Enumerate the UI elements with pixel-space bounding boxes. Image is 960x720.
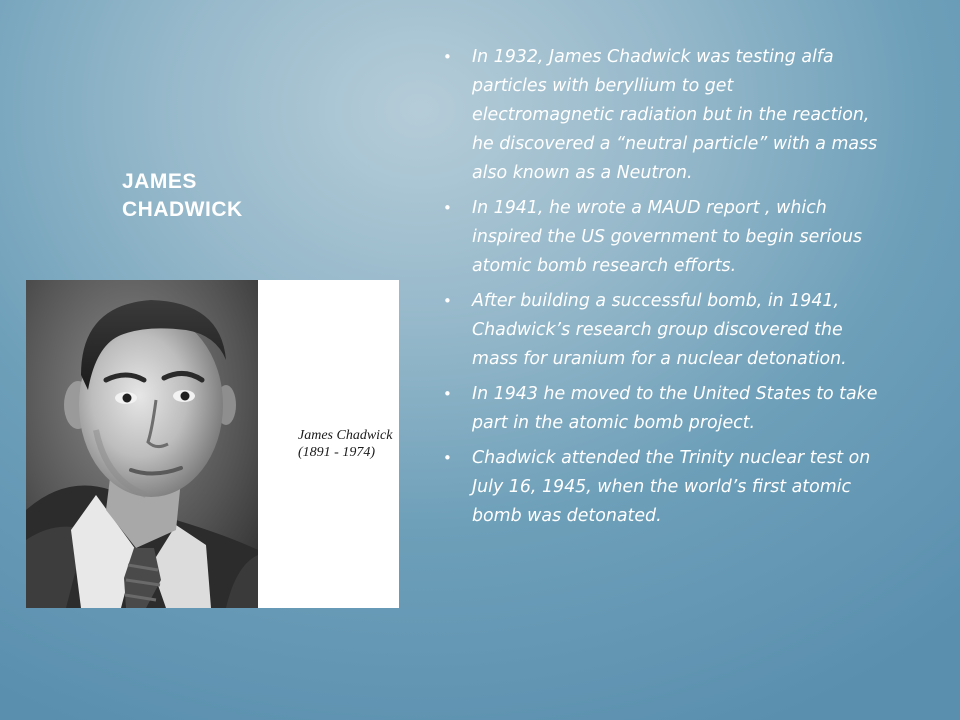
bullet-item <box>440 444 880 531</box>
bullet-dot-icon: • <box>443 48 452 66</box>
portrait-caption-name: James Chadwick <box>298 428 393 443</box>
portrait-photo <box>26 280 399 608</box>
bullet-text: Chadwick attended the Trinity nuclear test on July 16, 1945, when the world’s first atomic bomb was detonated. <box>472 448 871 526</box>
bullet-item <box>440 380 880 438</box>
slide-title: JAMES CHADWICK <box>122 170 243 221</box>
bullet-dot-icon: • <box>443 385 452 403</box>
portrait-caption <box>298 427 398 461</box>
bullet-text: In 1943 he moved to the United States to take part in the atomic bomb project. <box>472 384 878 433</box>
bullet-text: In 1941, he wrote a MAUD report , which inspired the US government to begin serious atomic bomb research efforts. <box>472 198 863 276</box>
bullet-dot-icon: • <box>443 292 452 310</box>
bullet-item <box>440 194 880 281</box>
bullet-text: In 1932, James Chadwick was testing alfa particles with beryllium to get electromagnetic radiation but in the reaction, he discovered a “neutral particle” with a mass also known as a Neutron. <box>472 47 878 183</box>
bullet-item <box>440 287 880 374</box>
bullet-item <box>440 43 880 188</box>
bullet-dot-icon: • <box>443 449 452 467</box>
bullet-dot-icon: • <box>443 199 452 217</box>
portrait-caption-years: (1891 - 1974) <box>298 445 375 460</box>
bullet-text: After building a successful bomb, in 1941, Chadwick’s research group discovered the mass for uranium for a nuclear detonation. <box>472 291 847 369</box>
bullet-list <box>440 43 880 537</box>
